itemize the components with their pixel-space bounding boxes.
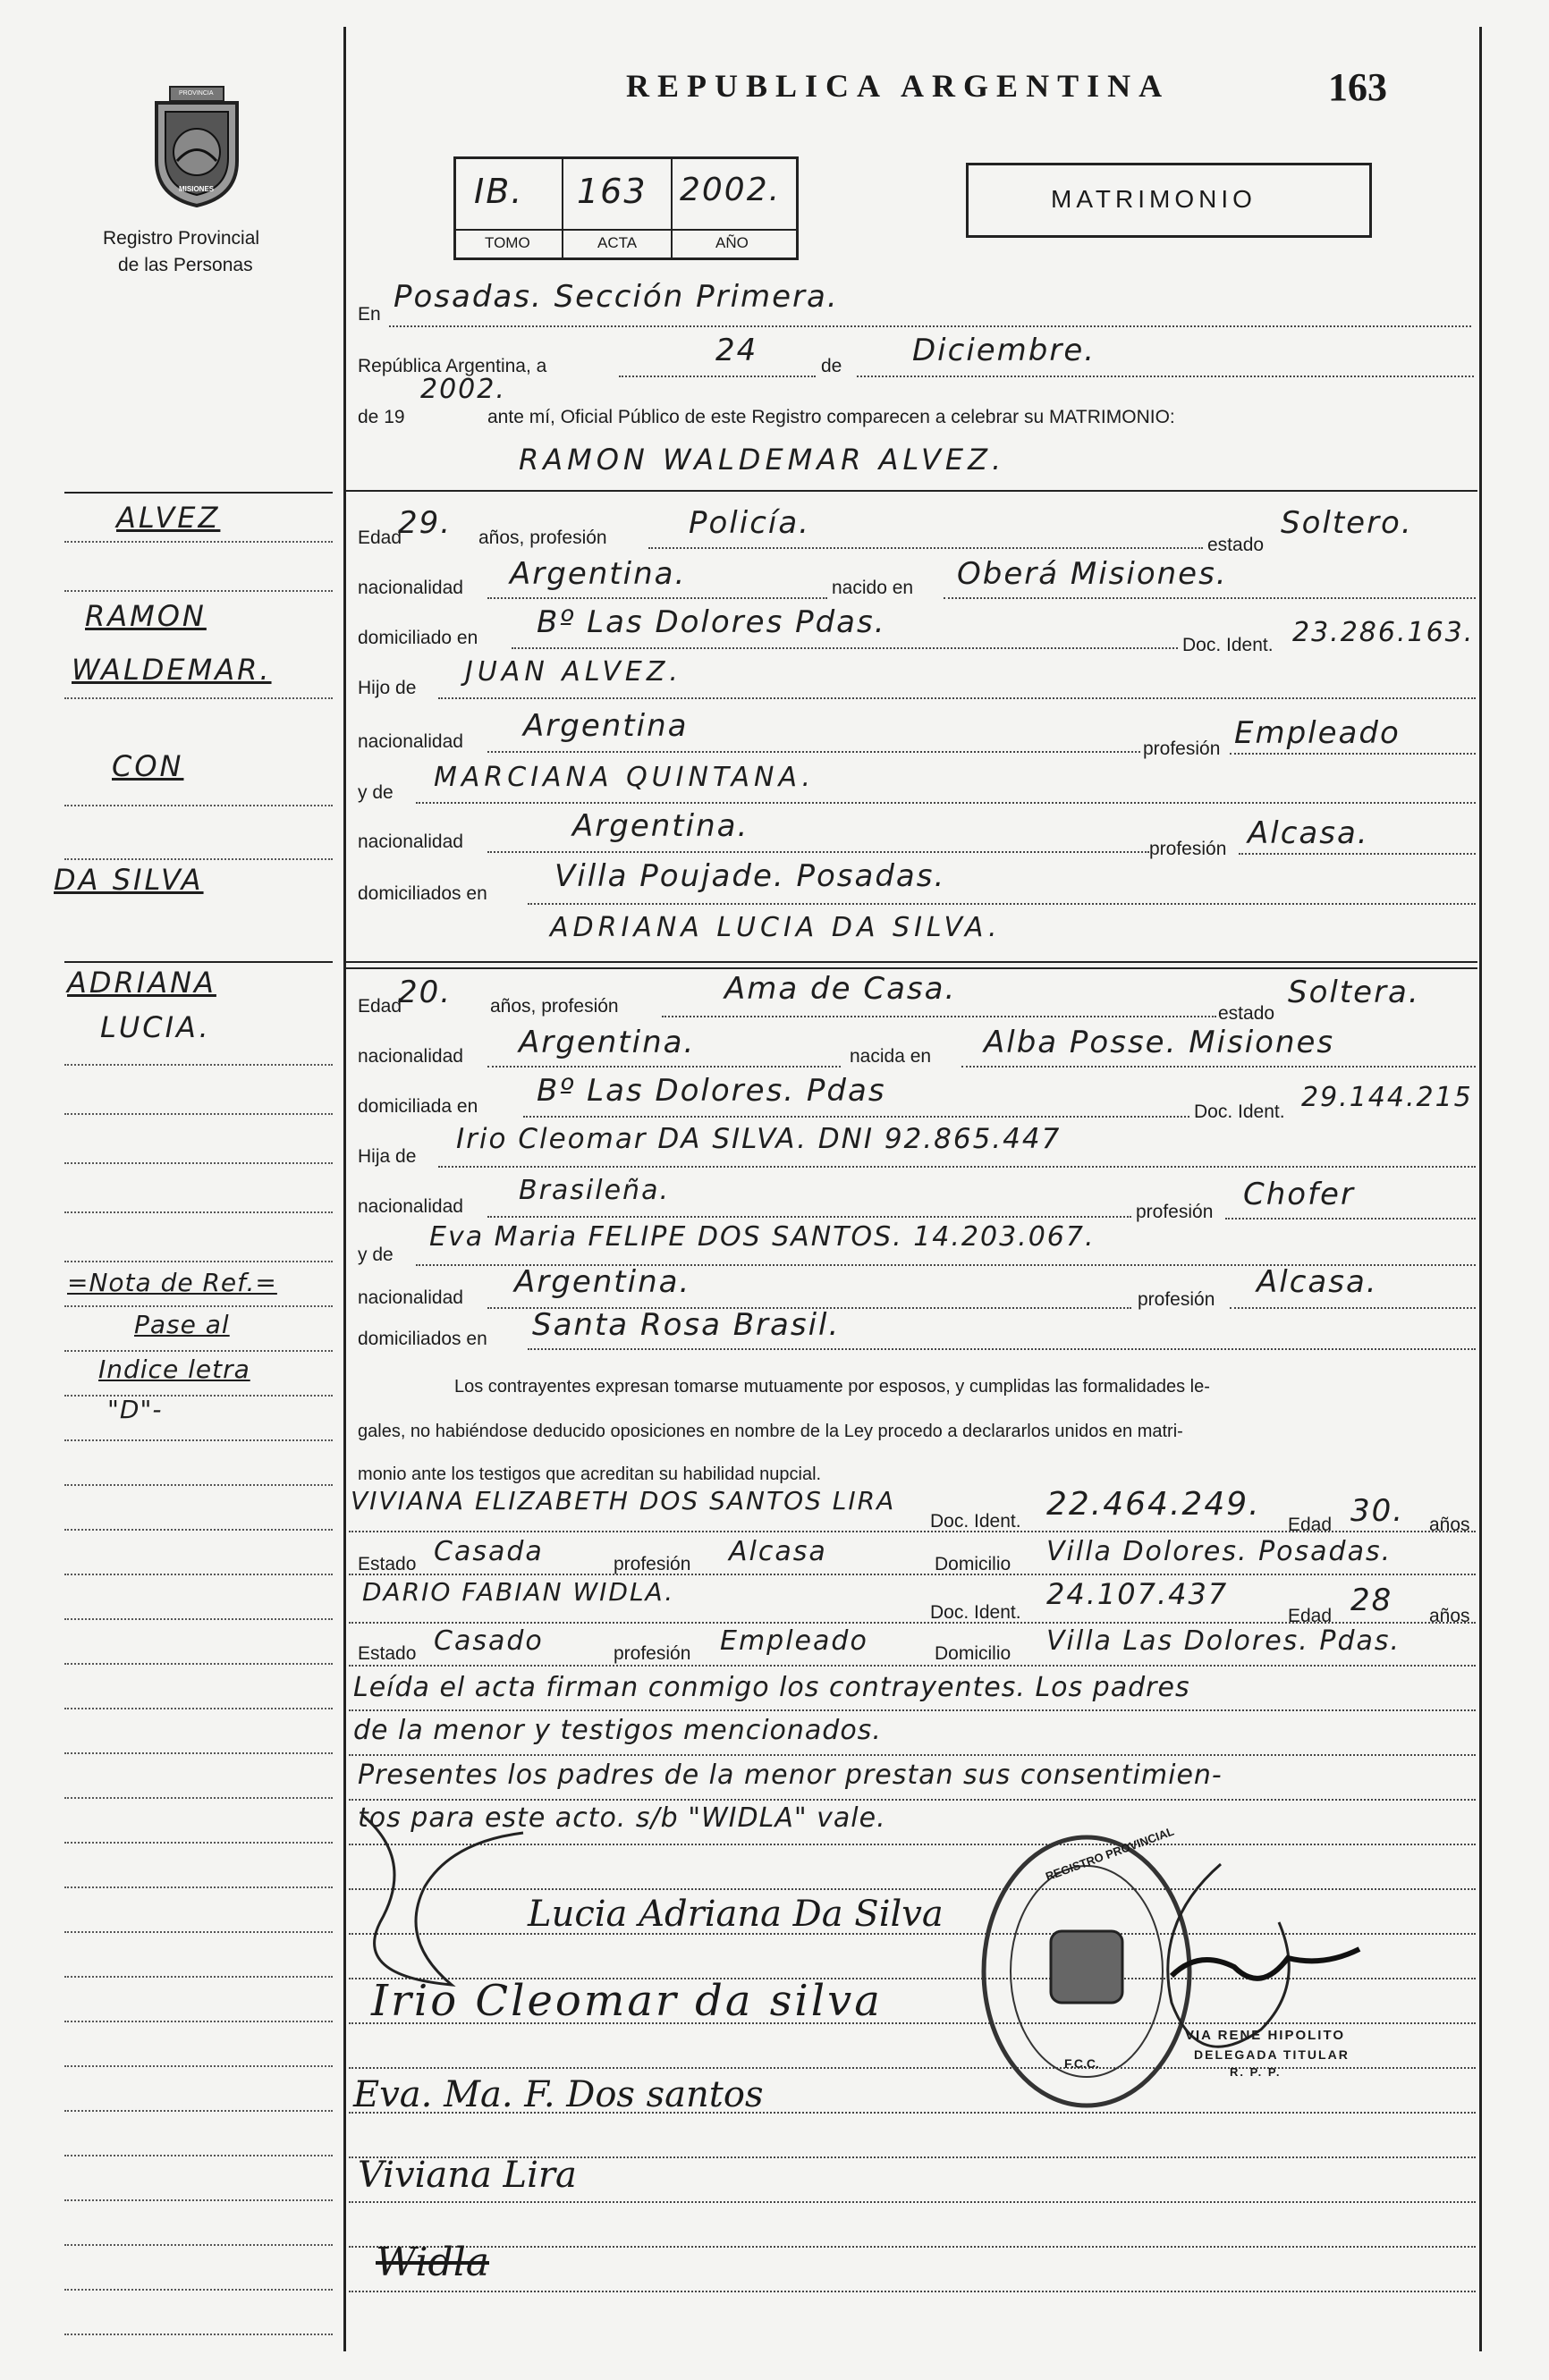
margin-line (64, 2155, 333, 2156)
country-title: REPUBLICA ARGENTINA (626, 68, 1171, 104)
bride-age: 20. (398, 975, 453, 1010)
margin-line (64, 1931, 333, 1933)
groom-mother: MARCIANA QUINTANA. (434, 762, 816, 793)
groom-y-de-label: y de (358, 782, 394, 803)
line (528, 1348, 1476, 1350)
bride-profession: Ama de Casa. (724, 971, 957, 1007)
groom-parents-dom-label: domiciliados en (358, 883, 487, 904)
bride-domiciliada-label: domiciliada en (358, 1096, 478, 1117)
groom-anos-profesion-label: años, profesión (478, 527, 607, 548)
logo-bottom-text: MISIONES (179, 185, 215, 193)
groom-name: RAMON WALDEMAR ALVEZ. (519, 443, 1006, 477)
margin-line (64, 697, 333, 699)
line (1230, 753, 1476, 755)
signature-flourish (344, 1806, 541, 2003)
bride-nat-label: nacionalidad (358, 1046, 463, 1067)
margin-line (64, 1350, 333, 1352)
ano-value: 2002. (680, 172, 782, 208)
bride-father-nationality: Brasileña. (519, 1175, 670, 1206)
margin-bride-first: ADRIANA (67, 966, 216, 1000)
witness1-edad-label: Edad (1288, 1515, 1333, 1535)
groom-mother-profession: Alcasa. (1248, 815, 1369, 851)
line (528, 903, 1476, 905)
line (349, 1709, 1476, 1711)
line (944, 597, 1476, 599)
margin-line (64, 1305, 333, 1307)
signature-witness2: Widla (376, 2240, 489, 2285)
declaration-line3: monio ante los testigos que acreditan su habilidad nupcial. (358, 1464, 822, 1484)
groom-edad-label: Edad (358, 527, 402, 548)
margin-line (64, 1261, 333, 1262)
margin-line (64, 2065, 333, 2067)
witness2-name: DARIO FABIAN WIDLA. (362, 1577, 675, 1607)
witness2-edad-label: Edad (1288, 1606, 1333, 1626)
bride-father-profession: Chofer (1243, 1177, 1355, 1212)
witness1-doc-label: Doc. Ident. (930, 1511, 1021, 1532)
groom-domiciliado-label: domiciliado en (358, 628, 478, 648)
registry-name-line1: Registro Provincial (103, 228, 260, 249)
registry-name-line2: de las Personas (118, 255, 253, 275)
margin-line (64, 1162, 333, 1164)
margin-note-line3: Indice letra (98, 1355, 250, 1384)
witness1-profession: Alcasa (729, 1536, 827, 1567)
witness2-doc-label: Doc. Ident. (930, 1602, 1021, 1623)
line (487, 751, 1140, 753)
witness1-profesion-label: profesión (614, 1554, 691, 1574)
groom-nacido-label: nacido en (832, 578, 914, 598)
margin-line (64, 1113, 333, 1115)
acta-value: 163 (577, 172, 648, 211)
groom-birthplace: Oberá Misiones. (957, 556, 1228, 592)
margin-groom-second: WALDEMAR. (72, 653, 272, 687)
groom-age: 29. (398, 505, 453, 541)
line (487, 851, 1149, 853)
closing-line3: Presentes los padres de la menor prestan sus consentimien- (358, 1760, 1223, 1791)
line (662, 1016, 1216, 1017)
bride-mother-profession: Alcasa. (1257, 1264, 1378, 1300)
groom-father-profession: Empleado (1234, 715, 1401, 751)
de-label: de (821, 356, 842, 376)
margin-note-line1: =Nota de Ref.= (67, 1268, 277, 1297)
closing-line4: tos para este acto. s/b "WIDLA" vale. (358, 1802, 886, 1834)
bride-nationality: Argentina. (519, 1025, 696, 1060)
line (349, 1622, 1476, 1624)
republica-label: República Argentina, a (358, 356, 547, 376)
margin-line (64, 2199, 333, 2201)
margin-line (64, 1663, 333, 1665)
line (389, 325, 1471, 327)
day-value: 24 (715, 333, 758, 368)
margin-line (64, 1708, 333, 1709)
line (349, 1665, 1476, 1667)
signature-bride-father: Irio Cleomar da silva (371, 1976, 883, 2026)
witness2-doc: 24.107.437 (1046, 1577, 1229, 1611)
record-reference-box (453, 156, 799, 260)
witness2-anos-label: años (1429, 1606, 1470, 1626)
declaration-line2: gales, no habiéndose deducido oposiciones en nombre de la Ley procedo a declararlos unidos en matri- (358, 1422, 1183, 1441)
margin-line (64, 1484, 333, 1486)
bride-doc: 29.144.215 (1301, 1082, 1473, 1113)
groom-domicile: Bº Las Dolores Pdas. (537, 604, 886, 640)
province-logo (143, 76, 250, 210)
margin-note-line2: Pase al (134, 1310, 230, 1339)
margin-groom-first: RAMON (85, 599, 207, 633)
line (487, 1216, 1131, 1218)
line (416, 802, 1476, 804)
witness2-domicile: Villa Las Dolores. Pdas. (1046, 1625, 1401, 1657)
stamp-seal-icon (966, 1815, 1386, 2110)
line (349, 1531, 1476, 1532)
groom-estado: Soltero. (1281, 505, 1413, 541)
bride-anos-profesion-label: años, profesión (490, 996, 619, 1017)
witness2-profession: Empleado (720, 1625, 868, 1657)
margin-groom-surname: ALVEZ (116, 501, 221, 535)
statement-text: ante mí, Oficial Público de este Registro comparecen a celebrar su MATRIMONIO: (487, 407, 1175, 427)
line (438, 697, 1476, 699)
bride-mother-prof-label: profesión (1138, 1289, 1215, 1310)
bride-parents-domicile: Santa Rosa Brasil. (532, 1307, 841, 1343)
margin-note-line4: "D"- (107, 1395, 163, 1424)
bride-domicile: Bº Las Dolores. Pdas (537, 1073, 886, 1109)
margin-line (64, 1842, 333, 1844)
groom-hijo-label: Hijo de (358, 678, 417, 698)
tomo-value: IB. (474, 172, 524, 211)
margin-line (64, 1574, 333, 1575)
witness2-profesion-label: profesión (614, 1643, 691, 1664)
margin-line (64, 2334, 333, 2335)
line (857, 376, 1474, 377)
line (349, 2291, 1476, 2292)
page-number: 163 (1328, 65, 1387, 109)
bride-mother: Eva Maria FELIPE DOS SANTOS. 14.203.067. (429, 1221, 1096, 1253)
witness1-anos-label: años (1429, 1515, 1470, 1535)
groom-estado-label: estado (1207, 535, 1265, 555)
witness1-estado: Casada (434, 1536, 544, 1567)
closing-line1: Leída el acta firman conmigo los contrayentes. Los padres (353, 1672, 1190, 1703)
margin-line (64, 541, 333, 543)
margin-bride-second: LUCIA. (100, 1010, 211, 1044)
margin-line (64, 1439, 333, 1441)
groom-father-prof-label: profesión (1143, 738, 1221, 759)
line (349, 1799, 1476, 1801)
line (512, 647, 1178, 649)
bride-birthplace: Alba Posse. Misiones (984, 1025, 1335, 1060)
acta-label: ACTA (597, 234, 638, 251)
right-column-rule (1479, 27, 1482, 2351)
line (349, 2246, 1476, 2248)
witness1-name: VIVIANA ELIZABETH DOS SANTOS LIRA (351, 1486, 896, 1515)
line (487, 597, 827, 599)
year-prefix: de 19 (358, 407, 405, 427)
line (1225, 1218, 1476, 1220)
document-type-box (966, 163, 1372, 238)
margin-line (64, 2289, 333, 2291)
margin-rule (64, 492, 333, 494)
document-type: MATRIMONIO (1051, 185, 1257, 213)
witness1-domicile: Villa Dolores. Posadas. (1046, 1536, 1392, 1567)
margin-line (64, 590, 333, 592)
bride-mother-nat-label: nacionalidad (358, 1287, 463, 1308)
groom-doc-label: Doc. Ident. (1182, 635, 1274, 655)
groom-doc: 23.286.163. (1292, 617, 1475, 648)
line (349, 1574, 1476, 1575)
groom-father-nat-label: nacionalidad (358, 731, 463, 752)
bride-doc-label: Doc. Ident. (1194, 1101, 1285, 1122)
bride-y-de-label: y de (358, 1245, 394, 1265)
signature-bride: Lucia Adriana Da Silva (528, 1894, 944, 1935)
witness2-domicilio-label: Domicilio (935, 1643, 1012, 1664)
signature-bride-mother: Eva. Ma. F. Dos santos (353, 2074, 764, 2115)
separator (346, 490, 1477, 492)
bride-father-nat-label: nacionalidad (358, 1196, 463, 1217)
groom-mother-prof-label: profesión (1149, 839, 1227, 859)
bride-estado-label: estado (1218, 1003, 1275, 1024)
declaration-line1: Los contrayentes expresan tomarse mutuamente por esposos, y cumplidas las formalidades le- (454, 1377, 1210, 1397)
witness1-domicilio-label: Domicilio (935, 1554, 1012, 1574)
line (1239, 853, 1476, 855)
line (438, 1166, 1476, 1168)
margin-line (64, 2021, 333, 2022)
margin-con: CON (112, 749, 184, 783)
bride-name: ADRIANA LUCIA DA SILVA. (550, 912, 1002, 943)
month-value: Diciembre. (912, 333, 1096, 368)
closing-line2: de la menor y testigos mencionados. (353, 1715, 882, 1746)
groom-father-nationality: Argentina (523, 708, 689, 744)
witness1-estado-label: Estado (358, 1554, 417, 1574)
stamp-official-title: DELEGADA TITULAR (1194, 2047, 1350, 2062)
stamp-official-sub: R. P. P. (1230, 2065, 1282, 2079)
bride-father-prof-label: profesión (1136, 1202, 1214, 1222)
groom-mother-nationality: Argentina. (572, 808, 749, 844)
groom-mother-nat-label: nacionalidad (358, 831, 463, 852)
witness2-estado: Casado (434, 1625, 544, 1657)
margin-line (64, 858, 333, 860)
groom-parents-domicile: Villa Poujade. Posadas. (554, 858, 946, 894)
margin-rule (64, 961, 333, 963)
stamp-seal-small: F.C.C. (1064, 2056, 1099, 2071)
groom-father: JUAN ALVEZ. (465, 656, 682, 688)
year-value: 2002. (420, 374, 506, 405)
bride-father: Irio Cleomar DA SILVA. DNI 92.865.447 (456, 1123, 1062, 1155)
witness2-estado-label: Estado (358, 1643, 417, 1664)
signature-witness: Viviana Lira (358, 2155, 577, 2196)
logo-top-text: PROVINCIA (179, 90, 214, 97)
witness2-age: 28 (1350, 1582, 1393, 1618)
bride-parents-dom-label: domiciliados en (358, 1329, 487, 1349)
margin-line (64, 1752, 333, 1754)
margin-line (64, 1395, 333, 1397)
line (619, 376, 816, 377)
margin-line (64, 1797, 333, 1799)
line (1230, 1307, 1476, 1309)
line (487, 1066, 841, 1068)
witness1-doc: 22.464.249. (1046, 1486, 1261, 1523)
margin-line (64, 1886, 333, 1888)
line (349, 2201, 1476, 2203)
line (523, 1116, 1189, 1118)
stamp-ring-text: REGISTRO PROVINCIAL (1044, 1824, 1176, 1884)
margin-line (64, 1064, 333, 1066)
bride-mother-nationality: Argentina. (514, 1264, 691, 1300)
groom-nationality: Argentina. (510, 556, 687, 592)
official-stamp (966, 1815, 1386, 2110)
stamp-official-name: VIA RENE HIPOLITO (1185, 2028, 1346, 2043)
witness1-age: 30. (1350, 1493, 1405, 1529)
line (648, 547, 1203, 549)
line (349, 1754, 1476, 1756)
ano-label: AÑO (715, 234, 749, 251)
separator (346, 967, 1477, 969)
separator (346, 961, 1477, 963)
margin-line (64, 2110, 333, 2112)
tomo-label: TOMO (485, 234, 530, 251)
margin-line (64, 1529, 333, 1531)
margin-bride-surname: DA SILVA (54, 863, 204, 897)
margin-line (64, 1976, 333, 1978)
bride-nacida-label: nacida en (850, 1046, 932, 1067)
place-value: Posadas. Sección Primera. (394, 279, 839, 315)
bride-estado: Soltera. (1288, 975, 1420, 1010)
margin-line (64, 1618, 333, 1620)
en-label: En (358, 304, 381, 325)
line (961, 1066, 1476, 1068)
margin-line (64, 1211, 333, 1213)
bride-edad-label: Edad (358, 996, 402, 1017)
margin-line (64, 805, 333, 806)
bride-hija-label: Hija de (358, 1146, 417, 1167)
groom-nat-label: nacionalidad (358, 578, 463, 598)
margin-line (64, 2244, 333, 2246)
groom-profession: Policía. (689, 505, 810, 541)
